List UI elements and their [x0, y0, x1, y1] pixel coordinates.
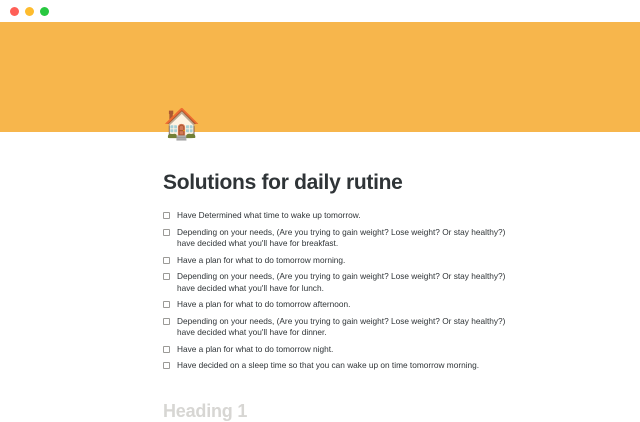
checkbox-icon[interactable] — [163, 257, 170, 264]
list-item[interactable] — [163, 227, 580, 250]
title-bar — [0, 0, 640, 22]
list-item[interactable] — [163, 271, 580, 294]
checkbox-icon[interactable] — [163, 229, 170, 236]
todo-text[interactable]: Have a plan for what to do tomorrow afternoon. — [177, 299, 351, 309]
list-item[interactable] — [163, 210, 580, 222]
heading-placeholder[interactable]: Heading 1 — [163, 400, 248, 421]
checkbox-icon[interactable] — [163, 212, 170, 219]
todo-text[interactable]: Have Determined what time to wake up tomorrow. — [177, 210, 361, 220]
checkbox-icon[interactable] — [163, 301, 170, 308]
checkbox-icon[interactable] — [163, 362, 170, 369]
todo-text[interactable]: Have decided on a sleep time so that you can wake up on time tomorrow morning. — [177, 360, 480, 370]
checkbox-icon[interactable] — [163, 346, 170, 353]
list-item[interactable] — [163, 316, 580, 339]
window-controls — [10, 7, 49, 16]
todo-text[interactable]: Depending on your needs, (Are you trying to gain weight? Lose weight? Or stay healthy?) have decided what you'll have for breakfast. — [177, 226, 506, 248]
todo-text[interactable]: Have a plan for what to do tomorrow morning. — [177, 254, 346, 265]
todo-text[interactable]: Have a plan for what to do tomorrow night. — [177, 343, 334, 354]
todo-text[interactable]: Depending on your needs, (Are you trying to gain weight? Lose weight? Or stay healthy?) have decided what you'll have for lunch. — [177, 271, 506, 293]
checkbox-icon[interactable] — [163, 273, 170, 280]
list-item[interactable] — [163, 344, 580, 356]
page-content — [0, 132, 640, 422]
page-title[interactable]: Solutions for daily rutine — [163, 171, 403, 194]
list-item[interactable] — [163, 255, 580, 267]
todo-list — [163, 210, 580, 372]
page-body — [0, 107, 640, 422]
close-button-icon[interactable] — [10, 7, 19, 16]
minimize-button-icon[interactable] — [25, 7, 34, 16]
todo-text[interactable]: Depending on your needs, (Are you trying to gain weight? Lose weight? Or stay healthy?) have decided what you'll have for dinner. — [177, 315, 506, 337]
page-cover-image[interactable] — [0, 22, 640, 132]
page-icon-house-icon[interactable]: 🏠 — [163, 107, 201, 142]
list-item[interactable] — [163, 299, 580, 311]
maximize-button-icon[interactable] — [40, 7, 49, 16]
list-item[interactable] — [163, 360, 580, 372]
checkbox-icon[interactable] — [163, 318, 170, 325]
